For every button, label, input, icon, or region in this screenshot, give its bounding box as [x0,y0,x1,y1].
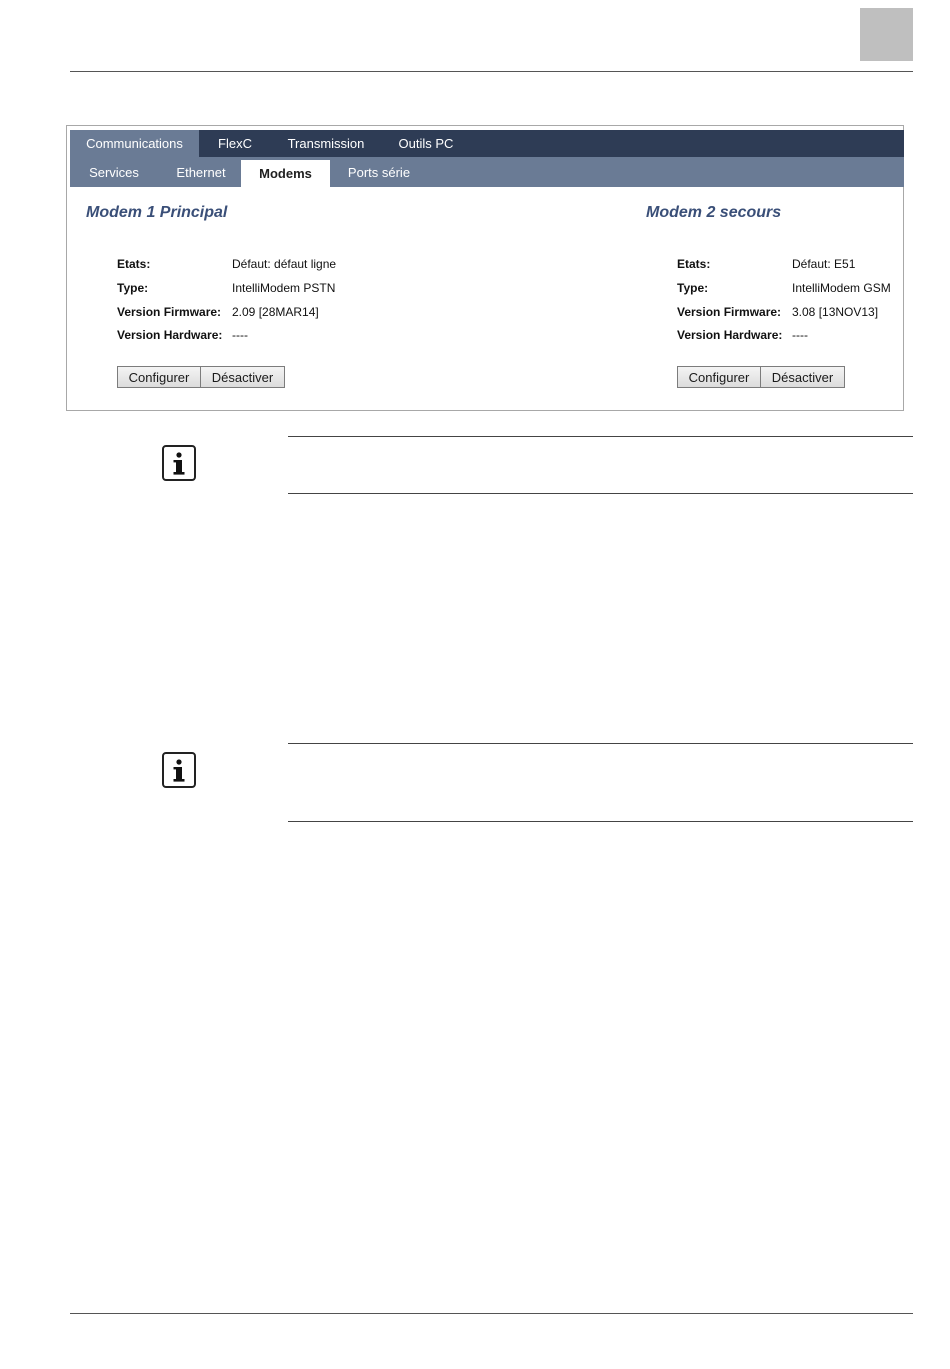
modem1-configure-button[interactable]: Configurer [117,366,201,388]
tab-services[interactable]: Services [89,164,139,180]
note2-bottom-rule [288,821,913,822]
modem1-button-group [117,366,285,388]
modem2-label-firmware: Version Firmware: [677,305,782,319]
modems-screenshot-panel [66,125,904,411]
modem2-configure-button[interactable]: Configurer [677,366,761,388]
sub-tab-bar [70,157,904,187]
modem2-label-hardware: Version Hardware: [677,328,783,342]
main-tab-bar [70,130,904,157]
tab-communications[interactable]: Communications [70,130,199,157]
modem2-title: Modem 2 secours [646,204,782,221]
tab-outils-pc[interactable]: Outils PC [398,136,454,151]
footer-rule [70,1313,913,1314]
modem1-label-hardware: Version Hardware: [117,328,223,342]
tab-modems[interactable]: Modems [241,160,330,187]
tab-flexc[interactable]: FlexC [218,136,252,151]
tab-transmission[interactable]: Transmission [287,136,365,151]
header-rule [70,71,913,72]
modem2-value-type: IntelliModem GSM [792,281,891,295]
modem1-label-etats: Etats: [117,257,151,271]
modem1-deactivate-button[interactable]: Désactiver [201,366,285,388]
modem2-label-type: Type: [677,281,709,295]
note2-top-rule [288,743,913,744]
note1-bottom-rule [288,493,913,494]
modem2-deactivate-button[interactable]: Désactiver [761,366,845,388]
modem2-value-etats: Défaut: E51 [792,257,856,271]
info-icon [162,752,196,788]
modem1-value-hardware: ---- [232,328,248,342]
note1-top-rule [288,436,913,437]
page-corner-marker [860,8,913,61]
modem1-label-type: Type: [117,281,149,295]
modem2-button-group [677,366,845,388]
modem1-label-firmware: Version Firmware: [117,305,222,319]
tab-ports-serie[interactable]: Ports série [347,164,411,180]
modem2-value-hardware: ---- [792,328,808,342]
tab-ethernet[interactable]: Ethernet [176,164,226,180]
modem2-value-firmware: 3.08 [13NOV13] [792,305,879,319]
modem1-value-type: IntelliModem PSTN [232,281,336,295]
modem1-value-etats: Défaut: défaut ligne [232,257,337,271]
modem1-title: Modem 1 Principal [86,204,228,221]
modem1-value-firmware: 2.09 [28MAR14] [232,305,319,319]
info-icon [162,445,196,481]
modem2-label-etats: Etats: [677,257,711,271]
